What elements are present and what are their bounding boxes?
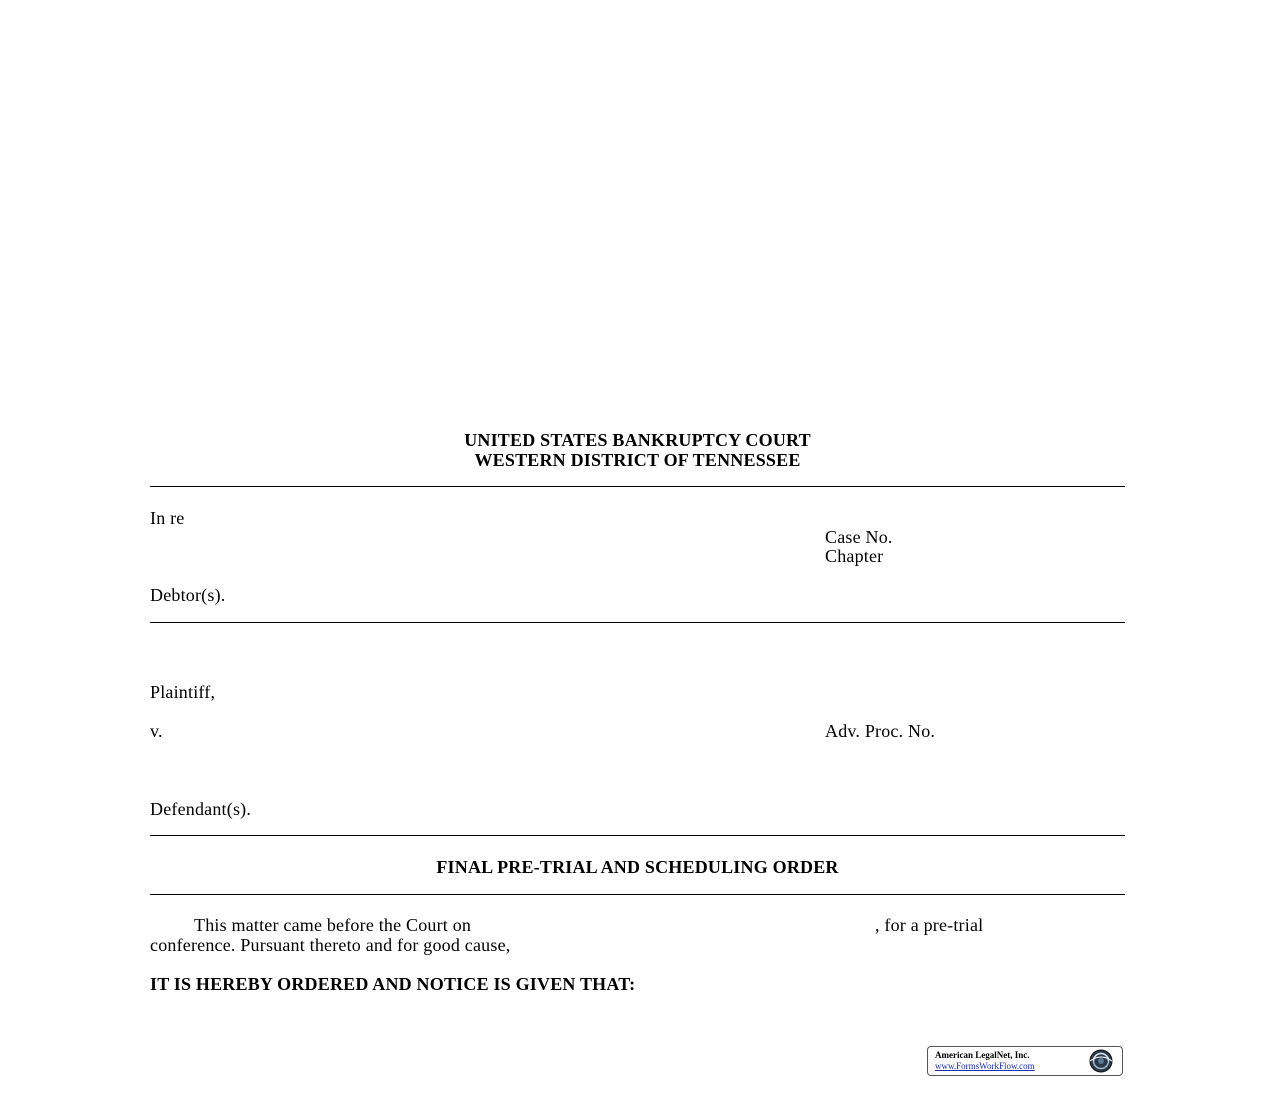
paragraph-1-end: , for a pre-trial bbox=[875, 915, 984, 935]
paragraph-1-line-2: conference. Pursuant thereto and for good cause, bbox=[150, 935, 511, 955]
paragraph-1-start: This matter came before the Court on bbox=[194, 915, 472, 935]
versus-label: v. bbox=[150, 721, 163, 741]
document-title: FINAL PRE-TRIAL AND SCHEDULING ORDER bbox=[436, 857, 839, 877]
defendants-label: Defendant(s). bbox=[150, 799, 252, 819]
order-heading: IT IS HEREBY ORDERED AND NOTICE IS GIVEN THAT: bbox=[150, 974, 636, 994]
divider-debtor bbox=[150, 622, 1125, 623]
court-district: WESTERN DISTRICT OF TENNESSEE bbox=[474, 450, 801, 470]
debtors-label: Debtor(s). bbox=[150, 585, 226, 605]
case-no-label: Case No. bbox=[825, 527, 893, 547]
plaintiff-label: Plaintiff, bbox=[150, 682, 216, 702]
court-name: UNITED STATES BANKRUPTCY COURT bbox=[464, 430, 811, 450]
logo-url-link[interactable]: www.FormsWorkFlow.com bbox=[935, 1061, 1035, 1071]
footer-logo[interactable] bbox=[927, 1046, 1123, 1076]
divider-title bbox=[150, 894, 1125, 895]
globe-logo-icon bbox=[1083, 1048, 1119, 1074]
chapter-label: Chapter bbox=[825, 546, 884, 566]
divider-top bbox=[150, 486, 1125, 487]
in-re-label: In re bbox=[150, 508, 185, 528]
divider-caption bbox=[150, 835, 1125, 836]
adv-proc-no-label: Adv. Proc. No. bbox=[825, 721, 936, 741]
logo-company-name: American LegalNet, Inc. bbox=[935, 1050, 1030, 1060]
